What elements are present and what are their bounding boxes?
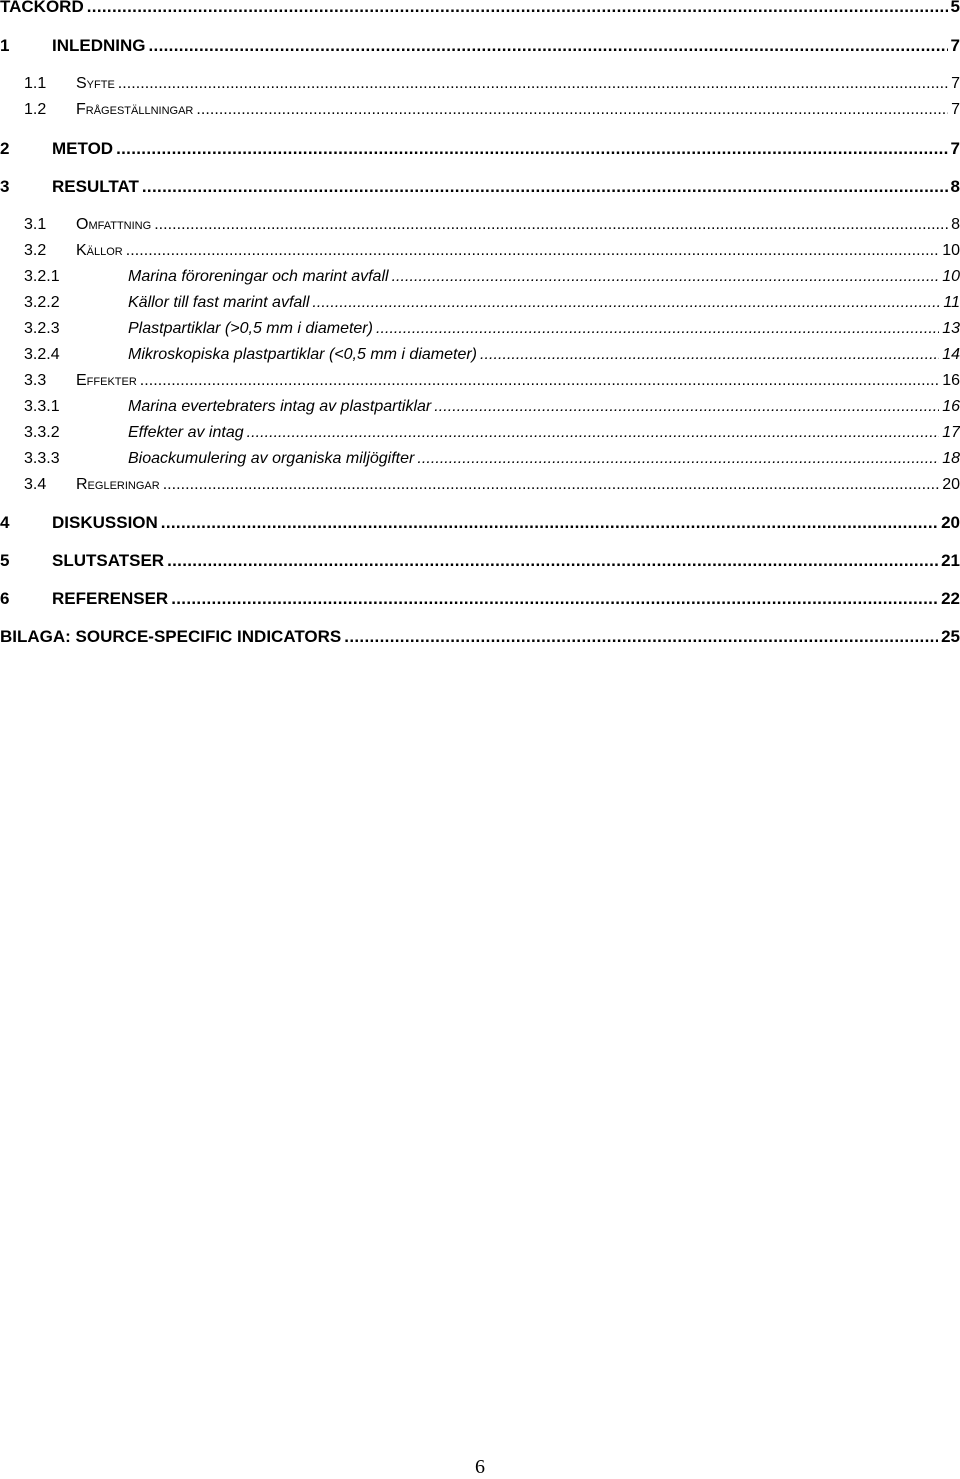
toc-entry[interactable] xyxy=(0,0,960,19)
toc-entry-number: 1.2 xyxy=(24,101,47,118)
toc-entry-page: 22 xyxy=(941,589,960,608)
toc-entry-number: 3.3 xyxy=(24,372,47,389)
toc-entry-number: 6 xyxy=(0,589,10,608)
toc-dot-leader xyxy=(312,291,940,315)
toc-dot-leader xyxy=(376,317,939,341)
toc-entry-title: Mikroskopiska plastpartiklar (<0,5 mm i diameter) xyxy=(128,346,477,363)
toc-entry[interactable] xyxy=(0,72,960,96)
toc-entry-number: 3.2.4 xyxy=(24,346,60,363)
toc-entry-number: 3.3.2 xyxy=(24,424,60,441)
toc-entry-title: REFERENSER xyxy=(52,589,169,608)
toc-entry-page: 17 xyxy=(942,424,960,441)
toc-entry[interactable] xyxy=(0,317,960,341)
toc-entry-page: 25 xyxy=(941,627,960,646)
toc-dot-leader xyxy=(167,549,938,573)
toc-entry-page: 10 xyxy=(942,242,960,259)
toc-dot-leader xyxy=(118,72,948,96)
toc-entry[interactable] xyxy=(0,291,960,315)
toc-dot-leader xyxy=(163,473,940,497)
toc-dot-leader xyxy=(247,421,940,445)
toc-entry-page: 13 xyxy=(942,320,960,337)
toc-entry-page: 5 xyxy=(950,0,960,16)
toc-entry-title: Syfte xyxy=(76,75,115,92)
toc-entry-page: 7 xyxy=(950,36,960,55)
toc-dot-leader xyxy=(116,137,947,161)
toc-dot-leader xyxy=(417,447,939,471)
toc-entry-number: 3.2.2 xyxy=(24,294,60,311)
toc-entry-title: Källor till fast marint avfall xyxy=(128,294,310,311)
toc-dot-leader xyxy=(126,239,939,263)
toc-entry[interactable] xyxy=(0,265,960,289)
toc-dot-leader xyxy=(392,265,940,289)
toc-dot-leader xyxy=(344,625,938,649)
toc-entry-title: Effekter av intag xyxy=(128,424,244,441)
toc-entry-number: 4 xyxy=(0,513,10,532)
toc-entry[interactable] xyxy=(0,98,960,122)
toc-entry[interactable] xyxy=(0,587,960,611)
toc-entry[interactable] xyxy=(0,213,960,237)
toc-entry-page: 7 xyxy=(951,101,960,118)
toc-entry-number: 3.2.1 xyxy=(24,268,60,285)
toc-dot-leader xyxy=(142,175,948,199)
toc-entry-title: INLEDNING xyxy=(52,36,146,55)
toc-entry-page: 8 xyxy=(951,216,960,233)
toc-entry-number: 3.1 xyxy=(24,216,47,233)
toc-entry-title: Bioackumulering av organiska miljögifter xyxy=(128,450,415,467)
toc-entry-title: BILAGA: SOURCE-SPECIFIC INDICATORS xyxy=(0,627,342,646)
toc-entry-number: 3.2 xyxy=(24,242,47,259)
toc-entry-page: 16 xyxy=(942,398,960,415)
toc-entry-title: Marina evertebraters intag av plastpartiklar xyxy=(128,398,432,415)
toc-entry-page: 7 xyxy=(950,139,960,158)
toc-entry-number: 3 xyxy=(0,177,10,196)
toc-entry-title: Omfattning xyxy=(76,216,152,233)
toc-dot-leader xyxy=(196,98,948,122)
toc-entry-title: Plastpartiklar (>0,5 mm i diameter) xyxy=(128,320,373,337)
toc-entry-title: DISKUSSION xyxy=(52,513,158,532)
toc-entry-title: Källor xyxy=(76,242,123,259)
toc-entry-title: RESULTAT xyxy=(52,177,139,196)
toc-entry-title: METOD xyxy=(52,139,114,158)
toc-entry-title: SLUTSATSER xyxy=(52,551,165,570)
toc-entry[interactable] xyxy=(0,549,960,573)
toc-dot-leader xyxy=(161,511,938,535)
toc-dot-leader xyxy=(434,395,939,419)
toc-entry-page: 11 xyxy=(943,294,960,311)
toc-entry-number: 1 xyxy=(0,36,10,55)
toc-entry[interactable] xyxy=(0,447,960,471)
toc-dot-leader xyxy=(87,0,948,19)
toc-entry[interactable] xyxy=(0,34,960,58)
toc-entry-title: Frågeställningar xyxy=(76,101,194,118)
toc-entry[interactable] xyxy=(0,239,960,263)
toc-entry-page: 7 xyxy=(951,75,960,92)
toc-entry[interactable] xyxy=(0,511,960,535)
toc-entry-page: 10 xyxy=(942,268,960,285)
toc-entry-page: 18 xyxy=(942,450,960,467)
toc-entry[interactable] xyxy=(0,175,960,199)
toc-entry-number: 3.2.3 xyxy=(24,320,60,337)
toc-entry-page: 20 xyxy=(942,476,960,493)
toc-entry-number: 5 xyxy=(0,551,10,570)
toc-entry[interactable] xyxy=(0,625,960,649)
toc-entry-number: 3.3.3 xyxy=(24,450,60,467)
toc-entry[interactable] xyxy=(0,369,960,393)
toc-entry-number: 2 xyxy=(0,139,10,158)
toc-dot-leader xyxy=(149,34,948,58)
toc-entry-page: 21 xyxy=(941,551,960,570)
toc-entry-title: TACKORD xyxy=(0,0,84,16)
toc-entry-page: 14 xyxy=(942,346,960,363)
toc-entry-page: 20 xyxy=(941,513,960,532)
toc-entry-title: Effekter xyxy=(76,372,137,389)
toc-dot-leader xyxy=(140,369,939,393)
toc-entry[interactable] xyxy=(0,137,960,161)
toc-entry[interactable] xyxy=(0,343,960,367)
toc-entry[interactable] xyxy=(0,473,960,497)
toc-dot-leader xyxy=(154,213,948,237)
toc-entry-number: 3.4 xyxy=(24,476,47,493)
toc-entry[interactable] xyxy=(0,395,960,419)
toc-entry-page: 16 xyxy=(942,372,960,389)
toc-entry[interactable] xyxy=(0,421,960,445)
toc-dot-leader xyxy=(480,343,939,367)
toc-entry-number: 3.3.1 xyxy=(24,398,60,415)
page-number: 6 xyxy=(475,1456,485,1478)
toc-entry-title: Marina föroreningar och marint avfall xyxy=(128,268,389,285)
toc-dot-leader xyxy=(171,587,938,611)
toc-entry-page: 8 xyxy=(950,177,960,196)
toc-entry-title: Regleringar xyxy=(76,476,160,493)
toc-entry-number: 1.1 xyxy=(24,75,47,92)
